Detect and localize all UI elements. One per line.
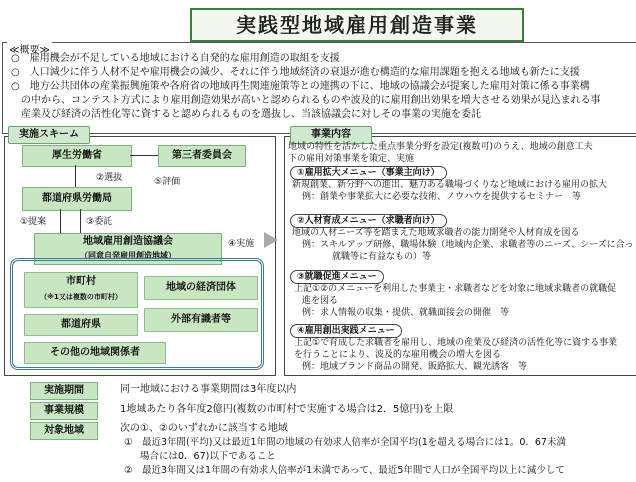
period-label: 実施期間 bbox=[30, 382, 98, 400]
flow-arrow-icon bbox=[264, 232, 278, 248]
connector-line bbox=[130, 155, 158, 156]
menu2-example: 例：スキルアップ研修、職場体験（地域内企業、求職者等のニーズ、シーズに合っ bbox=[302, 240, 634, 250]
page-title: 実践型地域雇用創造事業 bbox=[190, 8, 524, 42]
third-party-committee-box: 第三者委員会 bbox=[158, 145, 246, 167]
menu4-text-cont: を行うことにより、波及的な雇用機会の増大を図る bbox=[294, 350, 502, 360]
menu2-title: ②人材育成メニュー（求職者向け） bbox=[290, 214, 447, 228]
target-label: 対象地域 bbox=[30, 422, 98, 440]
scale-text: 1地域あたり各年度2億円(複数の市町村で実施する場合は2．5億円)を上限 bbox=[120, 404, 454, 415]
overview-line: 産業及び経済の活性化等に資すると認められるものを選抜し、当該協議会に対しその事業の実施を委託 bbox=[11, 109, 481, 120]
menu1-text: 新規創業、新分野への進出、魅力ある職場づくりなど地域における雇用の拡大 bbox=[292, 180, 608, 190]
overview-line: の中から、コンテスト方式により雇用創造効果が高いと認められるものや波及的に雇用創出効果を増大させる効果が見込まれる事 bbox=[11, 95, 601, 106]
menu3-example: 例：求人情報の収集・提供、就職面接会の開催 等 bbox=[302, 308, 510, 318]
menu2-text: 地域の人材ニーズ等を踏まえた地域求職者の能力開発や人材育成を図る bbox=[292, 228, 580, 238]
external-experts-box: 外部有識者等 bbox=[144, 308, 258, 332]
connector-line bbox=[75, 165, 76, 187]
menu3-text: 上記①②のメニューを利用した事業主・求職者などを対象に地域求職者の就職促 bbox=[294, 284, 617, 294]
menu4-text: 上記①で育成した求職者を雇用し、地域の産業及び経済の活性化等に資する事業 bbox=[294, 338, 618, 348]
prefecture-box: 都道府県 bbox=[24, 314, 138, 336]
connector-line bbox=[80, 209, 81, 233]
entrust-label: ③委託 bbox=[86, 217, 113, 227]
overview-line: ○ 雇用機会が不足している地域における自発的な雇用創造の取組を支援 bbox=[11, 53, 340, 64]
council-title: 地域雇用創造協議会 bbox=[83, 236, 173, 247]
municipality-note: （※1又は複数の市町村） bbox=[40, 293, 122, 301]
menu1-example: 例：創業や事業拡大に必要な技術、ノウハウを提供するセミナー 等 bbox=[302, 192, 582, 202]
connector-line bbox=[60, 209, 61, 233]
menu1-title: ①雇用拡大メニュー（事業主向け） bbox=[290, 166, 447, 180]
overview-line: ○ 人口減少に伴う人材不足や雇用機会の減少、それに伴う地域経済の衰退が進む構造的な雇用課題を抱える地域も新たに支援 bbox=[11, 67, 580, 78]
target-condition-1-cont: 場合には0．67)以下であること bbox=[140, 451, 276, 462]
content-label: 事業内容 bbox=[290, 126, 372, 144]
mhlw-box: 厚生労働省 bbox=[22, 145, 132, 167]
council-subtitle: （同意自発雇用創造地域） bbox=[80, 251, 176, 260]
menu4-title: ④雇用創出実践メニュー bbox=[290, 324, 402, 338]
evaluate-label: ⑤評価 bbox=[154, 177, 181, 187]
scale-label: 事業規模 bbox=[30, 402, 98, 420]
other-stakeholders-box: その他の地域関係者 bbox=[24, 342, 166, 364]
implement-label: ④実施 bbox=[228, 239, 255, 249]
menu3-text-cont: 進を図る bbox=[302, 296, 339, 306]
municipality-label: 市町村 bbox=[66, 276, 96, 287]
target-condition-1: ① 最近3年間(平均)又は最近1年間の地域の有効求人倍率が全国平均(1を超える場合には1。0．67未満 bbox=[124, 437, 566, 448]
target-text: 次の①、②のいずれかに該当する地域 bbox=[120, 423, 288, 434]
content-intro: 地域の特性を活かした重点事業分野を設定(複数可)のうえ、地域の創意工夫 bbox=[288, 142, 593, 152]
period-text: 同一地域における事業期間は3年度以内 bbox=[120, 384, 297, 395]
select-label: ②選抜 bbox=[96, 173, 123, 183]
target-condition-2: ② 最近3年間又は1年間の有効求人倍率が1未満であって、最近5年間で人口が全国平均以上に減少して bbox=[124, 465, 565, 476]
menu3-title: ③就職促進メニュー bbox=[290, 270, 384, 284]
overview-line: ○ 地方公共団体の産業振興施策や各府省の地域再生関連施策等との連携の下に、地域の協議会が提案した雇用対策に係る事業構 bbox=[11, 81, 590, 92]
propose-label: ①提案 bbox=[20, 217, 47, 227]
overview-panel bbox=[2, 42, 636, 134]
content-intro: 下の雇用対策事業を策定、実施 bbox=[288, 154, 415, 164]
menu2-example-cont: 就職等に有益なもの）等 bbox=[332, 252, 432, 262]
scheme-label: 実施スキーム bbox=[8, 126, 90, 144]
overview-heading: ≪概要≫ bbox=[7, 41, 52, 56]
economic-groups-box: 地域の経済団体 bbox=[144, 276, 258, 300]
menu4-example: 例：地域ブランド商品の開発、販路拡大、観光誘客 等 bbox=[302, 362, 528, 372]
prefecture-labor-bureau-box: 都道府県労働局 bbox=[22, 187, 132, 211]
municipality-box bbox=[24, 272, 138, 308]
